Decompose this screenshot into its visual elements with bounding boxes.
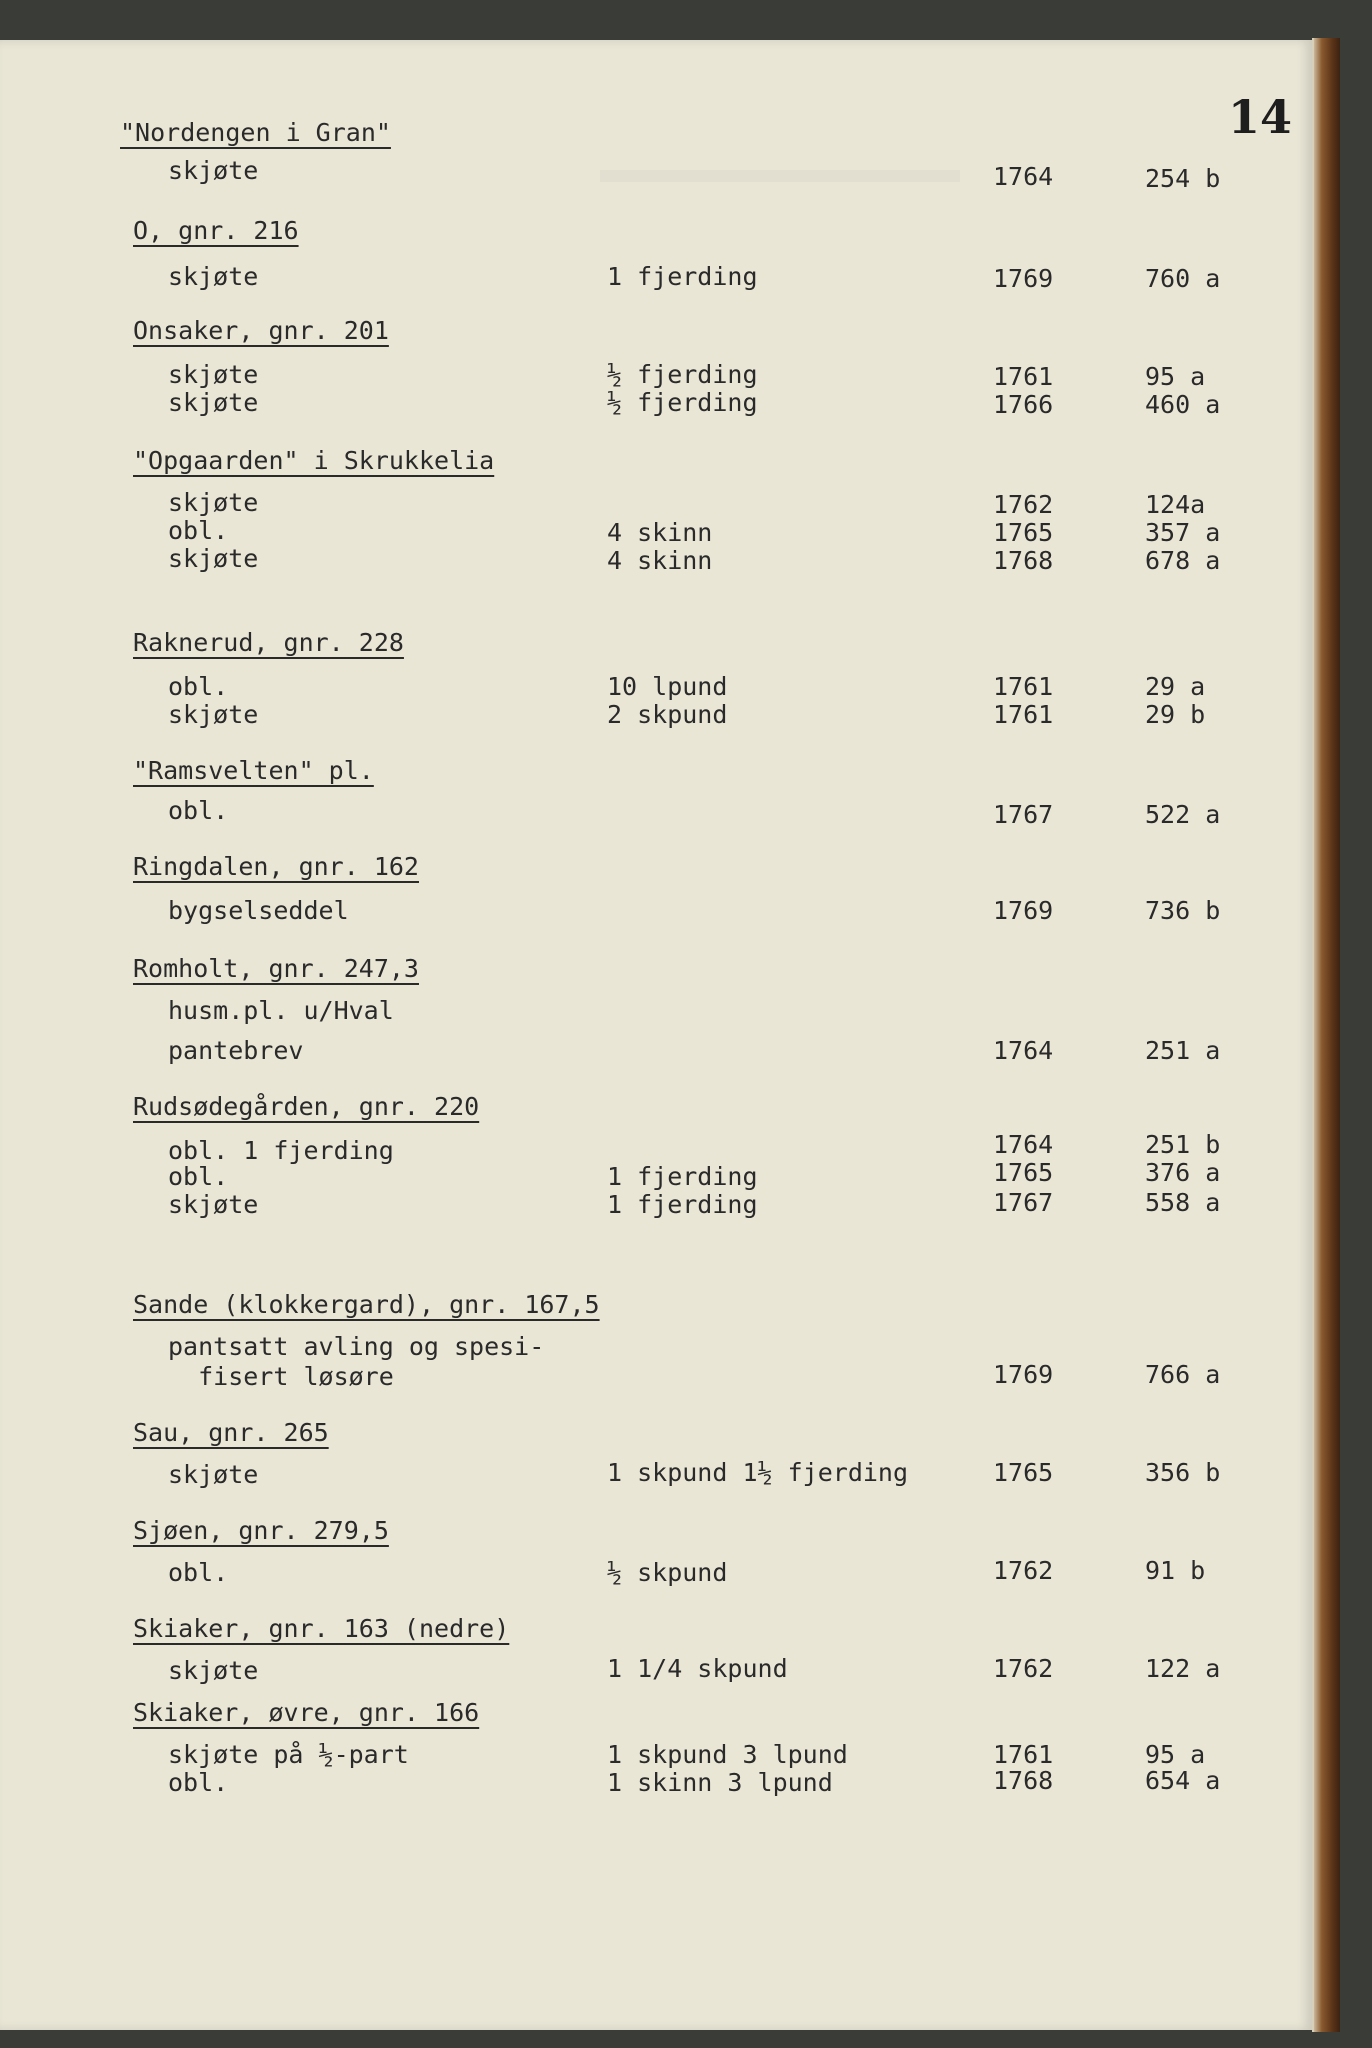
entry-type: obl. — [168, 672, 229, 701]
entry-size: 1 skpund 3 lpund — [607, 1740, 848, 1769]
entry-heading: "Opgaarden" i Skrukkelia — [133, 446, 495, 475]
entry-year: 1765 — [993, 1158, 1054, 1187]
entry-size: 10 lpund — [607, 672, 728, 701]
entry-type: skjøte — [168, 544, 259, 573]
entry-heading: Rudsødegården, gnr. 220 — [133, 1092, 480, 1121]
entry-type: husm.pl. u/Hval — [168, 996, 394, 1025]
entry-type: pantebrev — [168, 1036, 304, 1065]
entry-year: 1761 — [993, 362, 1054, 391]
entry-type: skjøte — [168, 700, 259, 729]
entry-ref: 460 a — [1145, 390, 1221, 419]
entry-heading: O, gnr. 216 — [133, 216, 299, 245]
entry-type: skjøte — [168, 262, 259, 291]
entry-heading: Skiaker, gnr. 163 (nedre) — [133, 1614, 510, 1643]
entry-size: 1 fjerding — [607, 1190, 758, 1219]
entry-size: ½ fjerding — [607, 388, 758, 417]
entry-size: 1 fjerding — [607, 262, 758, 291]
entry-type: skjøte — [168, 488, 259, 517]
entry-size: 1 skinn 3 lpund — [607, 1768, 833, 1797]
entry-ref: 678 a — [1145, 546, 1221, 575]
entry-size: ½ fjerding — [607, 360, 758, 389]
entry-type: obl. — [168, 1558, 229, 1587]
entry-year: 1766 — [993, 390, 1054, 419]
entry-heading: Ringdalen, gnr. 162 — [133, 852, 419, 881]
entry-ref: 522 a — [1145, 800, 1221, 829]
entry-ref: 29 a — [1145, 672, 1206, 701]
entry-ref: 760 a — [1145, 264, 1221, 293]
entry-size: 1 skpund 1½ fjerding — [607, 1458, 909, 1487]
entry-year: 1764 — [993, 1036, 1054, 1065]
entry-year: 1769 — [993, 896, 1054, 925]
entry-year: 1762 — [993, 490, 1054, 519]
entry-year: 1768 — [993, 1766, 1054, 1795]
entry-type: pantsatt avling og spesi- — [168, 1332, 545, 1361]
entry-ref: 376 a — [1145, 1158, 1221, 1187]
entry-size: 2 skpund — [607, 700, 728, 729]
entry-year: 1762 — [993, 1556, 1054, 1585]
book-binding — [1312, 38, 1340, 2032]
entry-heading: "Ramsvelten" pl. — [133, 756, 374, 785]
entry-year: 1765 — [993, 518, 1054, 547]
entry-year: 1767 — [993, 1188, 1054, 1217]
entry-ref: 124a — [1145, 490, 1206, 519]
entry-heading: Skiaker, øvre, gnr. 166 — [133, 1698, 480, 1727]
entry-ref: 95 a — [1145, 362, 1206, 391]
entry-heading: Sjøen, gnr. 279,5 — [133, 1516, 389, 1545]
entry-year: 1761 — [993, 1740, 1054, 1769]
entry-size: ½ skpund — [607, 1558, 728, 1587]
entry-ref: 29 b — [1145, 700, 1206, 729]
entry-type: skjøte — [168, 388, 259, 417]
entry-type: obl. — [168, 1768, 229, 1797]
entry-year: 1765 — [993, 1458, 1054, 1487]
entry-type: skjøte — [168, 1656, 259, 1685]
entry-type: obl. — [168, 516, 229, 545]
entry-type: skjøte — [168, 1460, 259, 1489]
entry-year: 1764 — [993, 1130, 1054, 1159]
entry-heading: Onsaker, gnr. 201 — [133, 316, 389, 345]
entry-type: bygselseddel — [168, 896, 349, 925]
entry-ref: 654 a — [1145, 1766, 1221, 1795]
entry-ref: 251 b — [1145, 1130, 1221, 1159]
entry-type: skjøte på ½-part — [168, 1740, 409, 1769]
entry-ref: 356 b — [1145, 1458, 1221, 1487]
entry-year: 1762 — [993, 1654, 1054, 1683]
page-number: 14 — [1228, 90, 1293, 144]
bleed-through — [600, 170, 960, 182]
entry-heading: Sau, gnr. 265 — [133, 1418, 329, 1447]
entry-year: 1764 — [993, 162, 1054, 191]
entry-ref: 251 a — [1145, 1036, 1221, 1065]
entry-type: obl. 1 fjerding — [168, 1136, 394, 1165]
entry-ref: 558 a — [1145, 1188, 1221, 1217]
entry-ref: 95 a — [1145, 1740, 1206, 1769]
entry-heading: Sande (klokkergard), gnr. 167,5 — [133, 1290, 600, 1319]
entry-ref: 91 b — [1145, 1556, 1206, 1585]
entry-ref: 254 b — [1145, 164, 1221, 193]
entry-size: 4 skinn — [607, 518, 713, 547]
entry-ref: 736 b — [1145, 896, 1221, 925]
entry-year: 1761 — [993, 672, 1054, 701]
entry-year: 1768 — [993, 546, 1054, 575]
entry-ref: 766 a — [1145, 1360, 1221, 1389]
entry-type: skjøte — [168, 360, 259, 389]
entry-type: skjøte — [168, 156, 259, 185]
entry-type: obl. — [168, 1162, 229, 1191]
entry-year: 1769 — [993, 264, 1054, 293]
entry-heading: Raknerud, gnr. 228 — [133, 628, 404, 657]
entry-year: 1769 — [993, 1360, 1054, 1389]
entry-ref: 357 a — [1145, 518, 1221, 547]
entry-size: 1 1/4 skpund — [607, 1654, 788, 1683]
entry-heading: "Nordengen i Gran" — [120, 118, 391, 147]
entry-type: obl. — [168, 796, 229, 825]
entry-year: 1761 — [993, 700, 1054, 729]
entry-type: skjøte — [168, 1190, 259, 1219]
entry-type: fisert løsøre — [168, 1362, 394, 1391]
entry-ref: 122 a — [1145, 1654, 1221, 1683]
entry-heading: Romholt, gnr. 247,3 — [133, 954, 419, 983]
entry-size: 1 fjerding — [607, 1162, 758, 1191]
entry-size: 4 skinn — [607, 546, 713, 575]
entry-year: 1767 — [993, 800, 1054, 829]
